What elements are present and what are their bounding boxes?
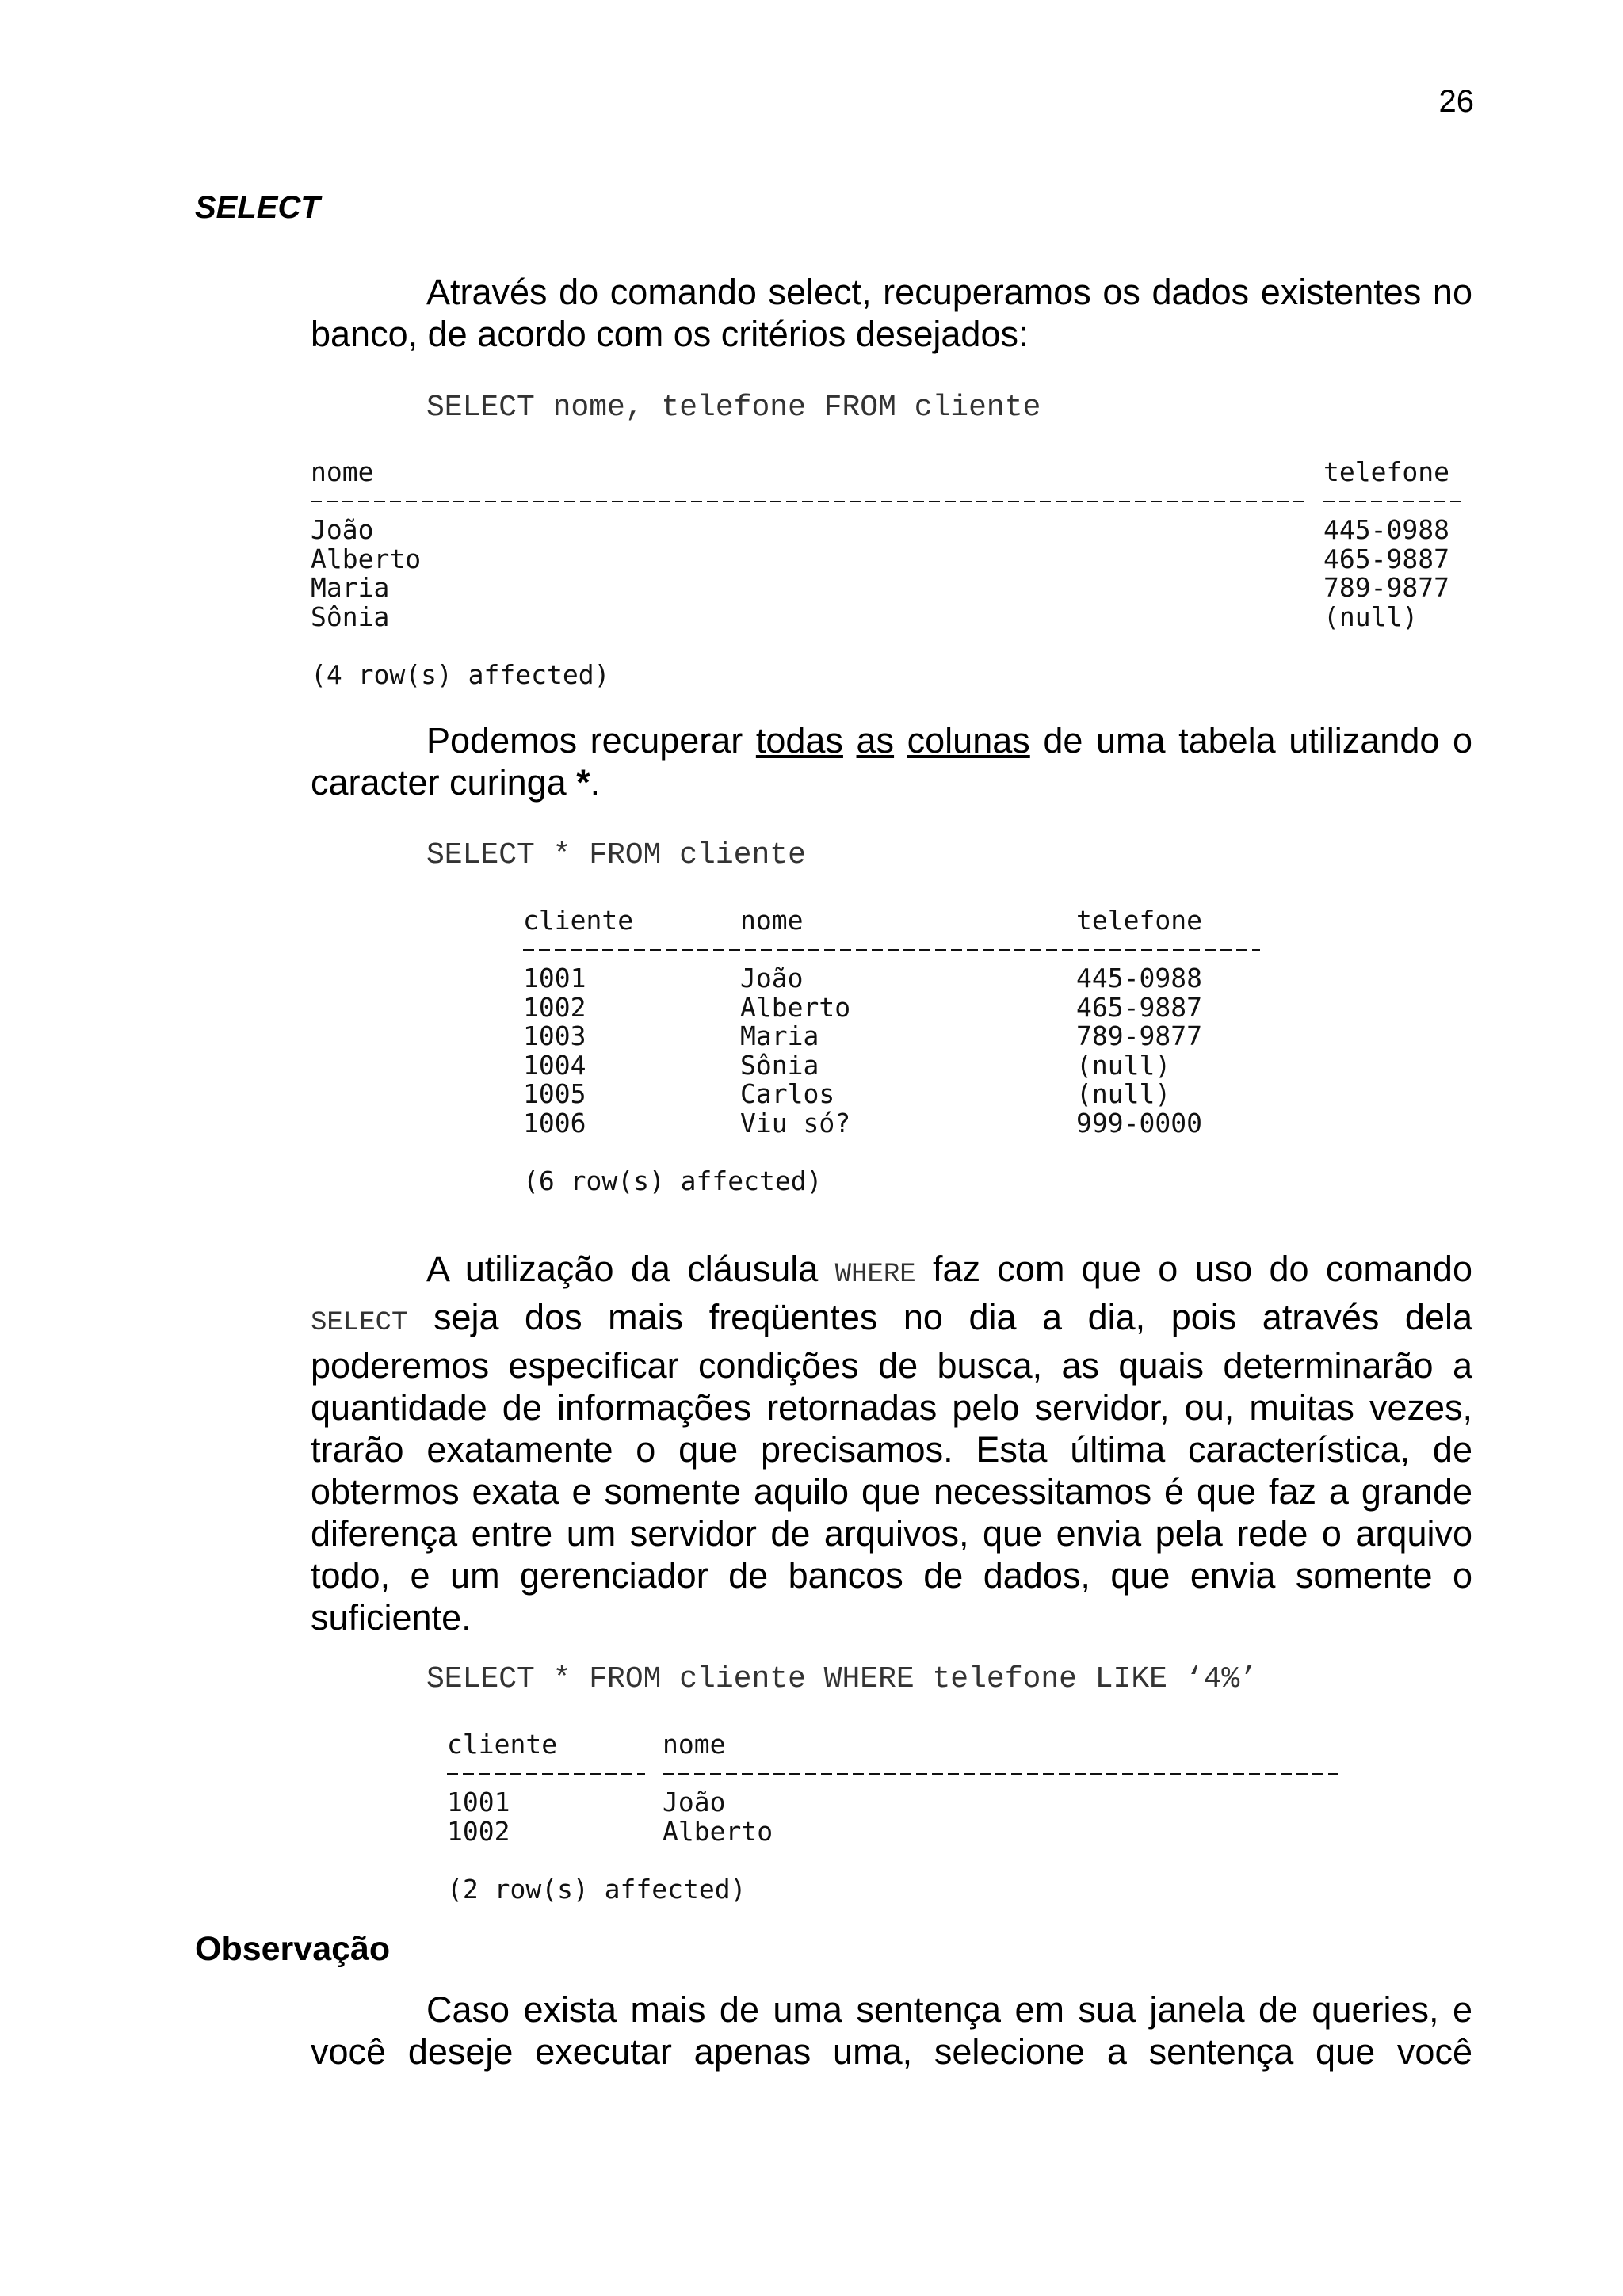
cell-telefone: 789-9877 xyxy=(1076,1020,1202,1051)
cell-telefone: 789-9877 xyxy=(1323,572,1449,603)
cell-nome: João xyxy=(663,1787,726,1817)
column-header-telefone: telefone xyxy=(1076,905,1202,936)
table-row xyxy=(447,1817,1350,1847)
section-heading-select: SELECT xyxy=(195,190,320,225)
cell-nome: Alberto xyxy=(311,543,422,574)
table-row xyxy=(523,1022,1268,1051)
cell-cliente: 1005 xyxy=(523,1078,586,1109)
paragraph-wildcard xyxy=(311,719,1472,803)
cell-cliente: 1006 xyxy=(523,1107,586,1138)
result-header-row xyxy=(311,458,1476,487)
rows-affected-line xyxy=(523,1167,1268,1196)
query-select-where: SELECT * FROM cliente WHERE telefone LIKE ‘4%’ xyxy=(426,1662,1258,1696)
wildcard-asterisk: * xyxy=(576,762,590,803)
header-separator xyxy=(447,1760,1350,1789)
underlined-todas: todas xyxy=(755,720,843,761)
paragraph-intro-text: Através do comando select, recuperamos os dados existentes no banco, de acordo com os critérios desejados: xyxy=(311,272,1472,354)
underlined-colunas: colunas xyxy=(907,720,1030,761)
column-header-cliente: cliente xyxy=(447,1729,558,1760)
table-row xyxy=(311,603,1476,632)
result-header-row xyxy=(447,1730,1350,1760)
cell-telefone: 465-9887 xyxy=(1076,991,1202,1023)
table-row xyxy=(523,1051,1268,1081)
cell-nome: Sônia xyxy=(740,1049,819,1081)
header-separator xyxy=(523,936,1268,965)
table-row xyxy=(311,545,1476,574)
table-row xyxy=(523,964,1268,994)
table-row xyxy=(523,1080,1268,1109)
cell-cliente: 1001 xyxy=(523,963,586,994)
result-table-3 xyxy=(447,1730,1350,1904)
cell-telefone: 445-0988 xyxy=(1076,963,1202,994)
section-heading-observacao: Observação xyxy=(195,1930,391,1968)
result-table-1 xyxy=(311,458,1476,689)
page-number: 26 xyxy=(1438,84,1474,119)
result-header-row xyxy=(523,906,1268,936)
cell-cliente: 1001 xyxy=(447,1787,510,1817)
paragraph-intro xyxy=(311,271,1472,355)
cell-telefone: 465-9887 xyxy=(1323,543,1449,574)
rows-affected-line xyxy=(447,1875,1350,1905)
column-header-nome: nome xyxy=(311,456,374,487)
underlined-as: as xyxy=(856,720,895,761)
paragraph-observacao xyxy=(311,1989,1472,2073)
table-row xyxy=(523,1109,1268,1138)
column-header-nome: nome xyxy=(740,905,804,936)
table-row xyxy=(523,991,1268,1023)
keyword-where: WHERE xyxy=(834,1260,916,1290)
column-header-nome: nome xyxy=(663,1729,726,1760)
table-row xyxy=(311,516,1476,545)
cell-cliente: 1002 xyxy=(447,1815,510,1847)
cell-nome: Sônia xyxy=(311,601,390,632)
rows-affected: (6 row(s) affected) xyxy=(523,1165,823,1196)
paragraph-observacao-text: Caso exista mais de uma sentença em sua janela de queries, e você deseje executar apenas uma, selecione a sentença que você xyxy=(311,1989,1472,2072)
header-separator xyxy=(311,487,1476,517)
cell-nome: Alberto xyxy=(663,1815,773,1847)
column-header-cliente: cliente xyxy=(523,905,634,936)
cell-cliente: 1002 xyxy=(523,991,586,1023)
cell-telefone: (null) xyxy=(1323,601,1419,632)
cell-cliente: 1004 xyxy=(523,1049,586,1081)
rows-affected-line xyxy=(311,658,1476,690)
cell-nome: João xyxy=(740,963,804,994)
cell-telefone: (null) xyxy=(1076,1049,1171,1081)
paragraph-where xyxy=(311,1248,1472,1638)
cell-nome: Carlos xyxy=(740,1078,835,1109)
rows-affected: (2 row(s) affected) xyxy=(447,1873,747,1905)
table-row xyxy=(311,574,1476,603)
column-header-telefone: telefone xyxy=(1323,456,1449,487)
cell-nome: Maria xyxy=(311,572,390,603)
cell-nome: Alberto xyxy=(740,991,851,1023)
result-table-2 xyxy=(523,906,1268,1196)
cell-nome: João xyxy=(311,514,374,545)
cell-nome: Viu só? xyxy=(740,1107,851,1138)
query-select-nome-telefone: SELECT nome, telefone FROM cliente xyxy=(426,391,1041,425)
paragraph-where-text: A utilização da cláusula WHERE faz com que o uso do comando SELECT seja dos mais freqüentes no dia a dia, pois através dela poderemos especificar condições de busca, as quais determinarão a quantidade de informações retornadas pelo servidor, ou, muitas vezes, trarão exatamente o que precisamos. Esta última característica, de obtermos exata e somente aquilo que necessitamos é que faz a grande diferença entre um servidor de arquivos, que envia pela rede o arquivo todo, e um gerenciador de bancos de dados, que envia somente o suficiente. xyxy=(311,1249,1472,1638)
keyword-select: SELECT xyxy=(311,1308,408,1338)
cell-telefone: (null) xyxy=(1076,1078,1171,1109)
cell-telefone: 445-0988 xyxy=(1323,514,1449,545)
table-row xyxy=(447,1788,1350,1817)
paragraph-wildcard-text: Podemos recuperar todas as colunas de uma tabela utilizando o caracter curinga *. xyxy=(311,720,1472,803)
rows-affected: (4 row(s) affected) xyxy=(311,658,610,690)
cell-cliente: 1003 xyxy=(523,1020,586,1051)
query-select-all: SELECT * FROM cliente xyxy=(426,838,806,872)
cell-nome: Maria xyxy=(740,1020,819,1051)
cell-telefone: 999-0000 xyxy=(1076,1107,1202,1138)
